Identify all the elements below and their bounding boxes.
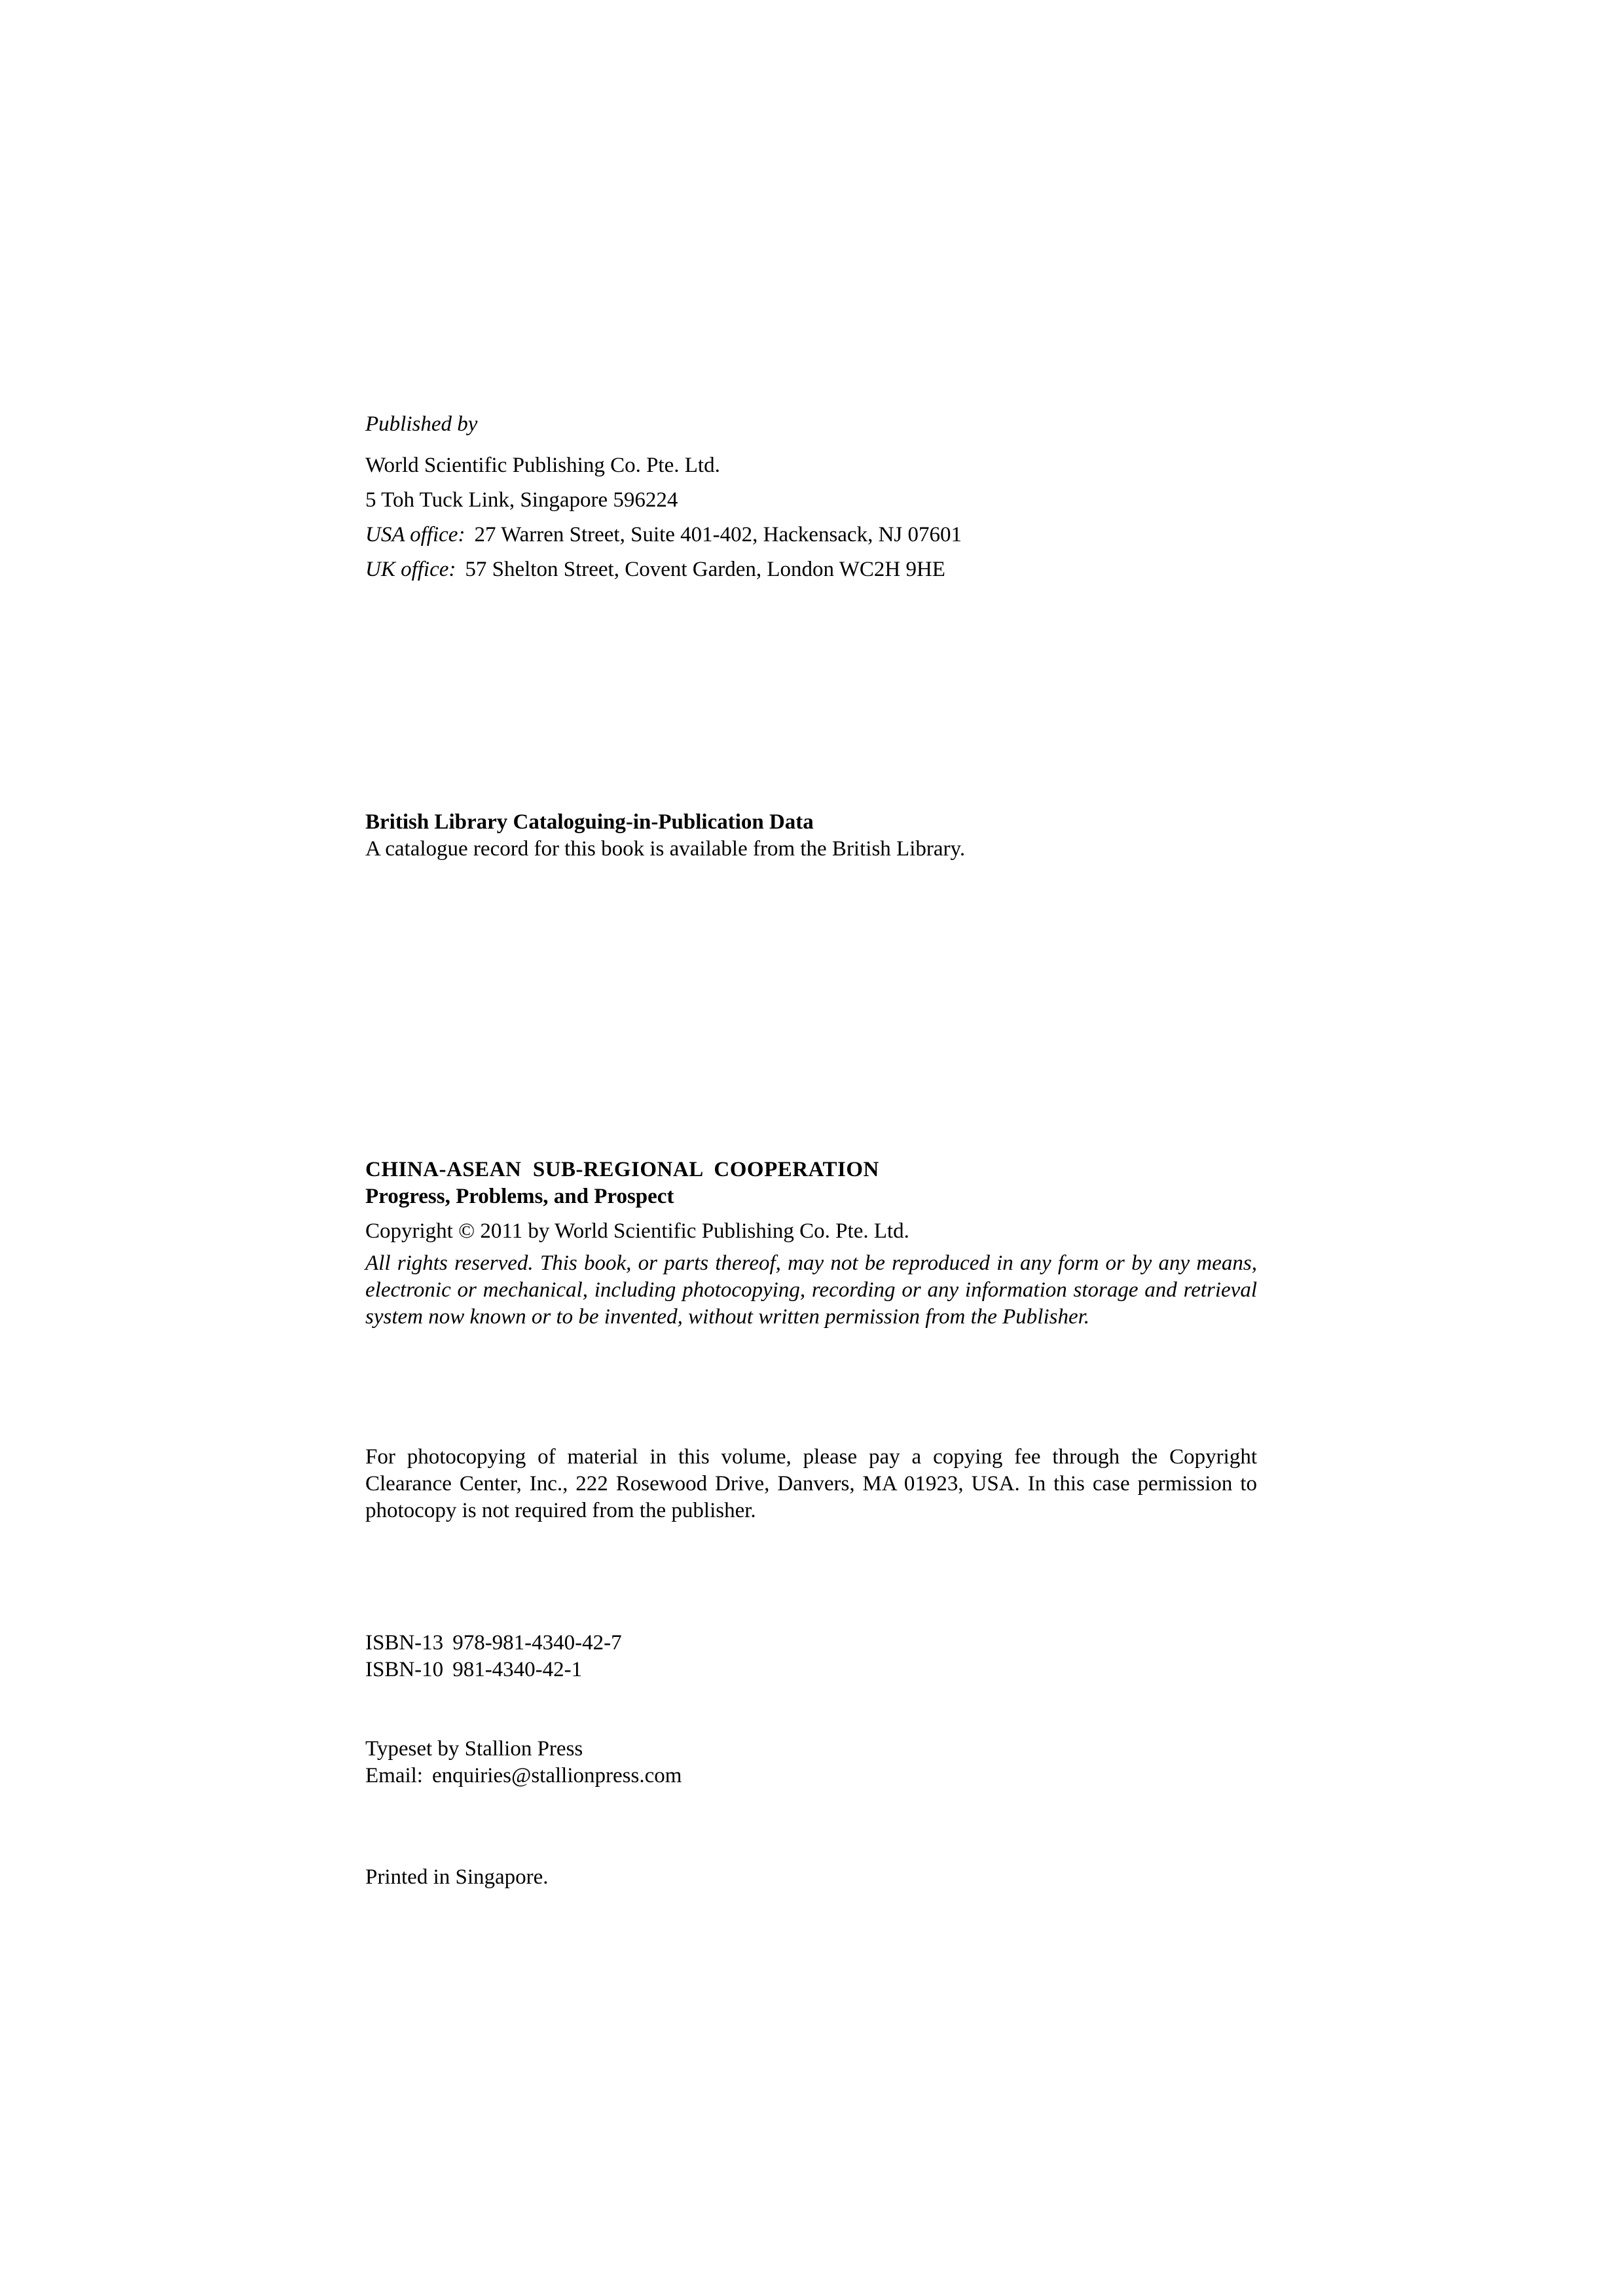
typeset-by: Typeset by Stallion Press <box>365 1737 583 1761</box>
isbn13-value: 978-981-4340-42-7 <box>452 1631 622 1655</box>
uk-office-line <box>365 556 1257 583</box>
isbn10-line <box>365 1657 1257 1683</box>
rights-statement: All rights reserved. This book, or parts thereof, may not be reproduced in any form or by any means, electronic or mechanical, including photocopying, recording or any information storage and retrieval system now known or to be invented, without written permission from the Publisher. <box>365 1251 1257 1329</box>
usa-office-line <box>365 522 1257 548</box>
cip-text: A catalogue record for this book is available from the British Library. <box>365 837 966 861</box>
cip-block <box>365 809 1257 863</box>
email-address: enquiries@stallionpress.com <box>431 1764 682 1787</box>
printed-in: Printed in Singapore. <box>365 1865 549 1889</box>
isbn10-value: 981-4340-42-1 <box>452 1658 583 1681</box>
cip-heading: British Library Cataloguing-in-Publication Data <box>365 810 814 834</box>
photocopy-permission: For photocopying of material in this volume, please pay a copying fee through the Copyright Clearance Center, Inc., 222 Rosewood Drive, Danvers, MA 01923, USA. In this case permission to photocopy is not required from the publisher. <box>365 1445 1257 1522</box>
publisher-block <box>365 411 1257 583</box>
isbn13-line <box>365 1630 1257 1657</box>
isbn10-label: ISBN-10 <box>365 1658 444 1681</box>
typeset-email-line <box>365 1763 1257 1789</box>
published-by-heading: Published by <box>365 412 478 436</box>
copyright-line: Copyright © 2011 by World Scientific Publishing Co. Pte. Ltd. <box>365 1219 909 1243</box>
usa-office-address: 27 Warren Street, Suite 401-402, Hackensack, NJ 07601 <box>474 523 962 547</box>
book-title: CHINA-ASEAN SUB-REGIONAL COOPERATION <box>365 1158 879 1181</box>
publisher-name: World Scientific Publishing Co. Pte. Ltd. <box>365 454 720 477</box>
book-subtitle: Progress, Problems, and Prospect <box>365 1185 674 1208</box>
email-label: Email: <box>365 1764 423 1787</box>
isbn-block <box>365 1630 1257 1683</box>
isbn13-label: ISBN-13 <box>365 1631 444 1655</box>
uk-office-label: UK office: <box>365 558 456 581</box>
publisher-address: 5 Toh Tuck Link, Singapore 596224 <box>365 488 678 512</box>
usa-office-label: USA office: <box>365 523 465 547</box>
typeset-block <box>365 1736 1257 1789</box>
title-block <box>365 1157 1257 1331</box>
uk-office-address: 57 Shelton Street, Covent Garden, London WC2H 9HE <box>465 558 945 581</box>
